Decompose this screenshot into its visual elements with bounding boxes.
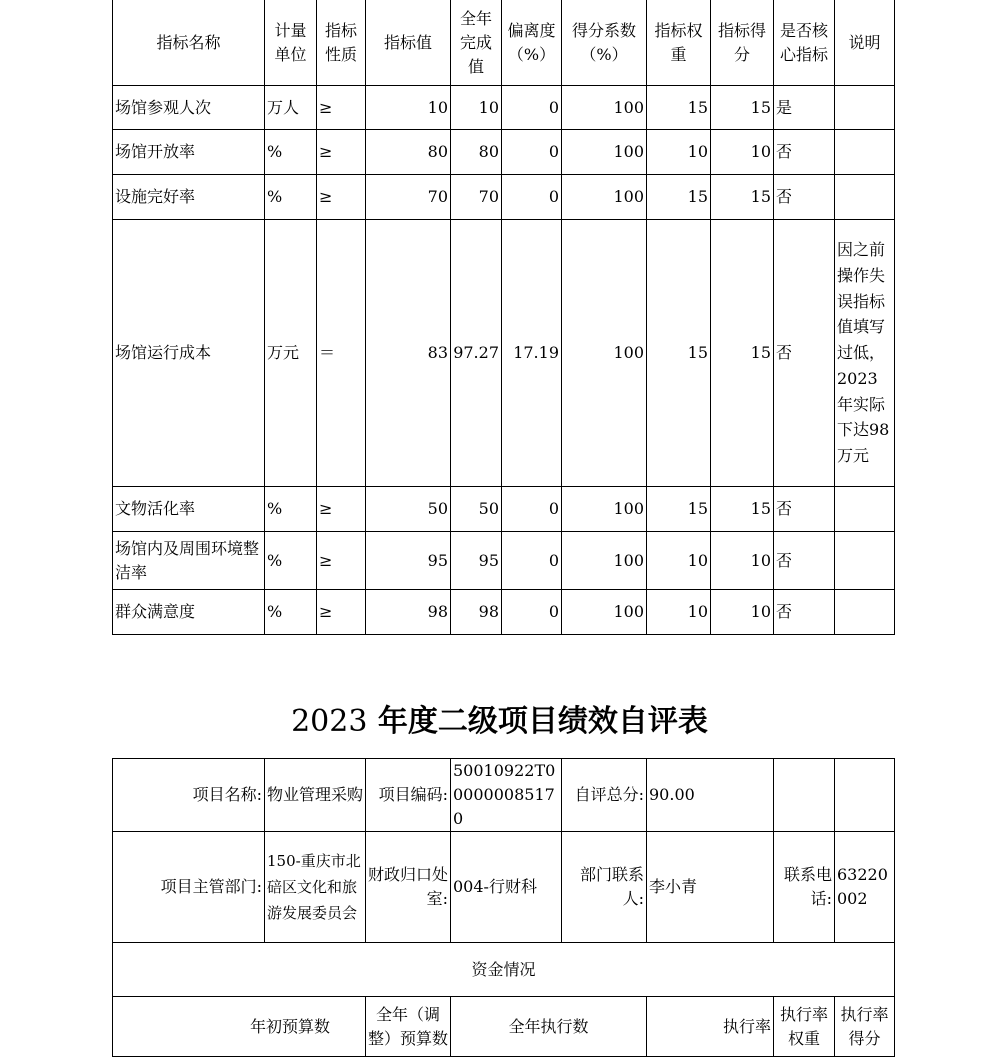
- funds-header-row: [113, 997, 895, 1057]
- contact-label: 部门联系人:: [562, 832, 647, 943]
- score-cell: 10: [711, 590, 774, 635]
- actual-cell: 97.27: [451, 220, 502, 487]
- note-cell: [835, 175, 895, 220]
- indicator-name: 文物活化率: [113, 487, 265, 532]
- deviation-cell: 0: [502, 590, 562, 635]
- actual-cell: 95: [451, 532, 502, 590]
- header-target-value: 指标值: [366, 0, 451, 86]
- nature-cell: ≥: [317, 487, 366, 532]
- target-cell: 98: [366, 590, 451, 635]
- unit-cell: %: [265, 175, 317, 220]
- table-row: [113, 532, 895, 590]
- deviation-cell: 0: [502, 175, 562, 220]
- note-cell: [835, 130, 895, 175]
- project-name-row: [113, 759, 895, 832]
- score-cell: 10: [711, 130, 774, 175]
- phone-value: 63220002: [835, 832, 895, 943]
- table-row: [113, 487, 895, 532]
- score-cell: 15: [711, 487, 774, 532]
- actual-cell: 80: [451, 130, 502, 175]
- score-cell: 15: [711, 86, 774, 130]
- department-label: 项目主管部门:: [113, 832, 265, 943]
- finance-office-label: 财政归口处室:: [366, 832, 451, 943]
- weight-cell: 10: [647, 532, 711, 590]
- unit-cell: 万元: [265, 220, 317, 487]
- coefficient-cell: 100: [562, 86, 647, 130]
- note-cell: 因之前操作失误指标值填写过低，2023年实际下达98万元: [835, 220, 895, 487]
- unit-cell: %: [265, 590, 317, 635]
- deviation-cell: 0: [502, 86, 562, 130]
- header-actual-value: 全年完成值: [451, 0, 502, 86]
- header-deviation: 偏离度（%）: [502, 0, 562, 86]
- header-execution-score: 执行率得分: [835, 997, 895, 1057]
- target-cell: 70: [366, 175, 451, 220]
- weight-cell: 15: [647, 487, 711, 532]
- phone-label: 联系电话:: [774, 832, 835, 943]
- actual-cell: 70: [451, 175, 502, 220]
- actual-cell: 50: [451, 487, 502, 532]
- score-cell: 15: [711, 220, 774, 487]
- header-unit: 计量单位: [265, 0, 317, 86]
- department-value: 150-重庆市北碚区文化和旅游发展委员会: [265, 832, 366, 943]
- weight-cell: 15: [647, 86, 711, 130]
- project-form-table: [112, 758, 895, 1057]
- header-execution-rate: 执行率: [647, 997, 774, 1057]
- weight-cell: 15: [647, 175, 711, 220]
- nature-cell: ≥: [317, 175, 366, 220]
- nature-cell: ＝: [317, 220, 366, 487]
- coefficient-cell: 100: [562, 175, 647, 220]
- nature-cell: ≥: [317, 590, 366, 635]
- weight-cell: 10: [647, 130, 711, 175]
- coefficient-cell: 100: [562, 487, 647, 532]
- score-cell: 10: [711, 532, 774, 590]
- table-row: [113, 175, 895, 220]
- project-code-label: 项目编码:: [366, 759, 451, 832]
- core-cell: 否: [774, 590, 835, 635]
- header-weight: 指标权重: [647, 0, 711, 86]
- empty-cell: [835, 759, 895, 832]
- self-score-value: 90.00: [647, 759, 774, 832]
- header-nature: 指标性质: [317, 0, 366, 86]
- note-cell: [835, 86, 895, 130]
- target-cell: 83: [366, 220, 451, 487]
- indicator-name: 场馆参观人次: [113, 86, 265, 130]
- coefficient-cell: 100: [562, 532, 647, 590]
- project-name-value: 物业管理采购: [265, 759, 366, 832]
- header-initial-budget: 年初预算数: [113, 997, 366, 1057]
- table-row: [113, 86, 895, 130]
- table-row: [113, 220, 895, 487]
- deviation-cell: 0: [502, 487, 562, 532]
- actual-cell: 98: [451, 590, 502, 635]
- score-cell: 15: [711, 175, 774, 220]
- weight-cell: 15: [647, 220, 711, 487]
- empty-cell: [774, 759, 835, 832]
- unit-cell: %: [265, 532, 317, 590]
- contact-value: 李小青: [647, 832, 774, 943]
- project-name-label: 项目名称:: [113, 759, 265, 832]
- target-cell: 10: [366, 86, 451, 130]
- target-cell: 95: [366, 532, 451, 590]
- form-title-text: 年度二级项目绩效自评表: [377, 704, 708, 739]
- indicator-name: 群众满意度: [113, 590, 265, 635]
- coefficient-cell: 100: [562, 130, 647, 175]
- target-cell: 50: [366, 487, 451, 532]
- unit-cell: %: [265, 487, 317, 532]
- funds-section-label: 资金情况: [113, 943, 895, 997]
- core-cell: 否: [774, 532, 835, 590]
- table-row: [113, 590, 895, 635]
- header-execution-weight: 执行率权重: [774, 997, 835, 1057]
- nature-cell: ≥: [317, 532, 366, 590]
- nature-cell: ≥: [317, 130, 366, 175]
- header-note: 说明: [835, 0, 895, 86]
- note-cell: [835, 532, 895, 590]
- project-code-value: 50010922T000000085170: [451, 759, 562, 832]
- note-cell: [835, 487, 895, 532]
- indicator-table: [112, 0, 895, 635]
- coefficient-cell: 100: [562, 590, 647, 635]
- header-score: 指标得分: [711, 0, 774, 86]
- core-cell: 否: [774, 220, 835, 487]
- header-core-indicator: 是否核心指标: [774, 0, 835, 86]
- header-score-coefficient: 得分系数（%）: [562, 0, 647, 86]
- core-cell: 否: [774, 487, 835, 532]
- note-cell: [835, 590, 895, 635]
- unit-cell: 万人: [265, 86, 317, 130]
- target-cell: 80: [366, 130, 451, 175]
- indicator-name: 场馆运行成本: [113, 220, 265, 487]
- core-cell: 否: [774, 175, 835, 220]
- funds-section-row: [113, 943, 895, 997]
- indicator-name: 场馆开放率: [113, 130, 265, 175]
- core-cell: 否: [774, 130, 835, 175]
- header-executed-amount: 全年执行数: [451, 997, 647, 1057]
- deviation-cell: 0: [502, 532, 562, 590]
- form-title-year: 2023: [291, 704, 368, 739]
- header-adjusted-budget: 全年（调整）预算数: [366, 997, 451, 1057]
- form-title: [0, 700, 999, 744]
- core-cell: 是: [774, 86, 835, 130]
- actual-cell: 10: [451, 86, 502, 130]
- self-score-label: 自评总分:: [562, 759, 647, 832]
- nature-cell: ≥: [317, 86, 366, 130]
- deviation-cell: 0: [502, 130, 562, 175]
- department-row: [113, 832, 895, 943]
- finance-office-value: 004-行财科: [451, 832, 562, 943]
- coefficient-cell: 100: [562, 220, 647, 487]
- indicator-header-row: [113, 0, 895, 86]
- indicator-name: 设施完好率: [113, 175, 265, 220]
- table-row: [113, 130, 895, 175]
- deviation-cell: 17.19: [502, 220, 562, 487]
- unit-cell: %: [265, 130, 317, 175]
- header-indicator-name: 指标名称: [113, 0, 265, 86]
- weight-cell: 10: [647, 590, 711, 635]
- indicator-name: 场馆内及周围环境整洁率: [113, 532, 265, 590]
